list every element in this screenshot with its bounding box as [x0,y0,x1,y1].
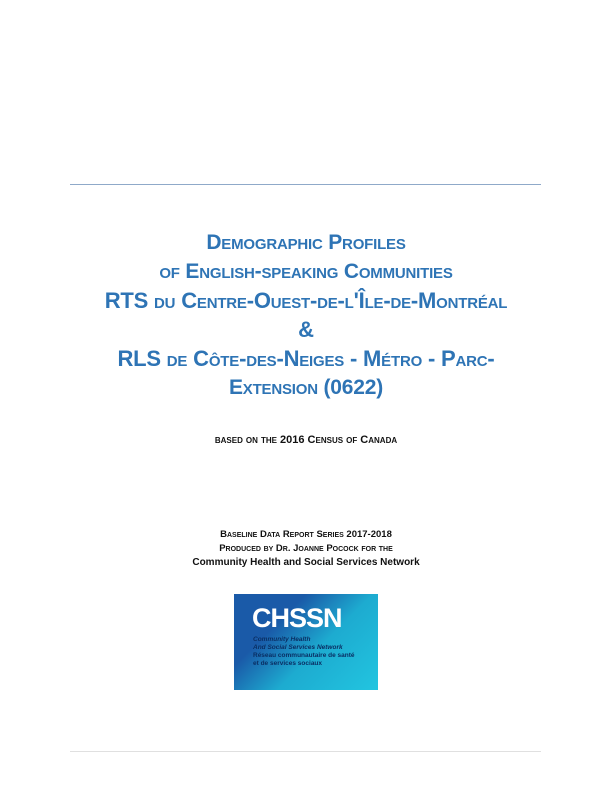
title-line-2: of English-speaking Communities [159,260,453,283]
logo-french-text [253,652,355,667]
report-subtitle: based on the 2016 Census of Canada [214,434,398,446]
bottom-divider [70,751,541,752]
top-divider [70,184,541,185]
logo-english-line-2: And Social Services Network [253,643,343,651]
title-line-4: & [298,317,314,342]
series-line: Baseline Data Report Series 2017-2018 [220,529,392,540]
title-line-5: RLS de Côte-des-Neiges - Métro - Parc- [117,346,495,371]
logo-wordmark: CHSSN [252,603,342,633]
logo-french-line-1: Réseau communautaire de santé [253,652,355,659]
network-name: Community Health and Social Services Network [192,557,420,568]
report-title [40,228,572,402]
chssn-logo [234,594,378,690]
report-credits [60,528,552,570]
title-line-3: RTS du Centre-Ouest-de-l'Île-de-Montréal [104,288,508,313]
title-line-1: Demographic Profiles [206,231,406,254]
logo-english-line-1: Community Health [253,636,311,643]
logo-english-text [253,636,343,651]
logo-french-line-2: et de services sociaux [253,659,323,667]
title-line-6: Extension (0622) [228,376,384,399]
produced-by-line: Produced by Dr. Joanne Pocock for the [219,543,393,554]
